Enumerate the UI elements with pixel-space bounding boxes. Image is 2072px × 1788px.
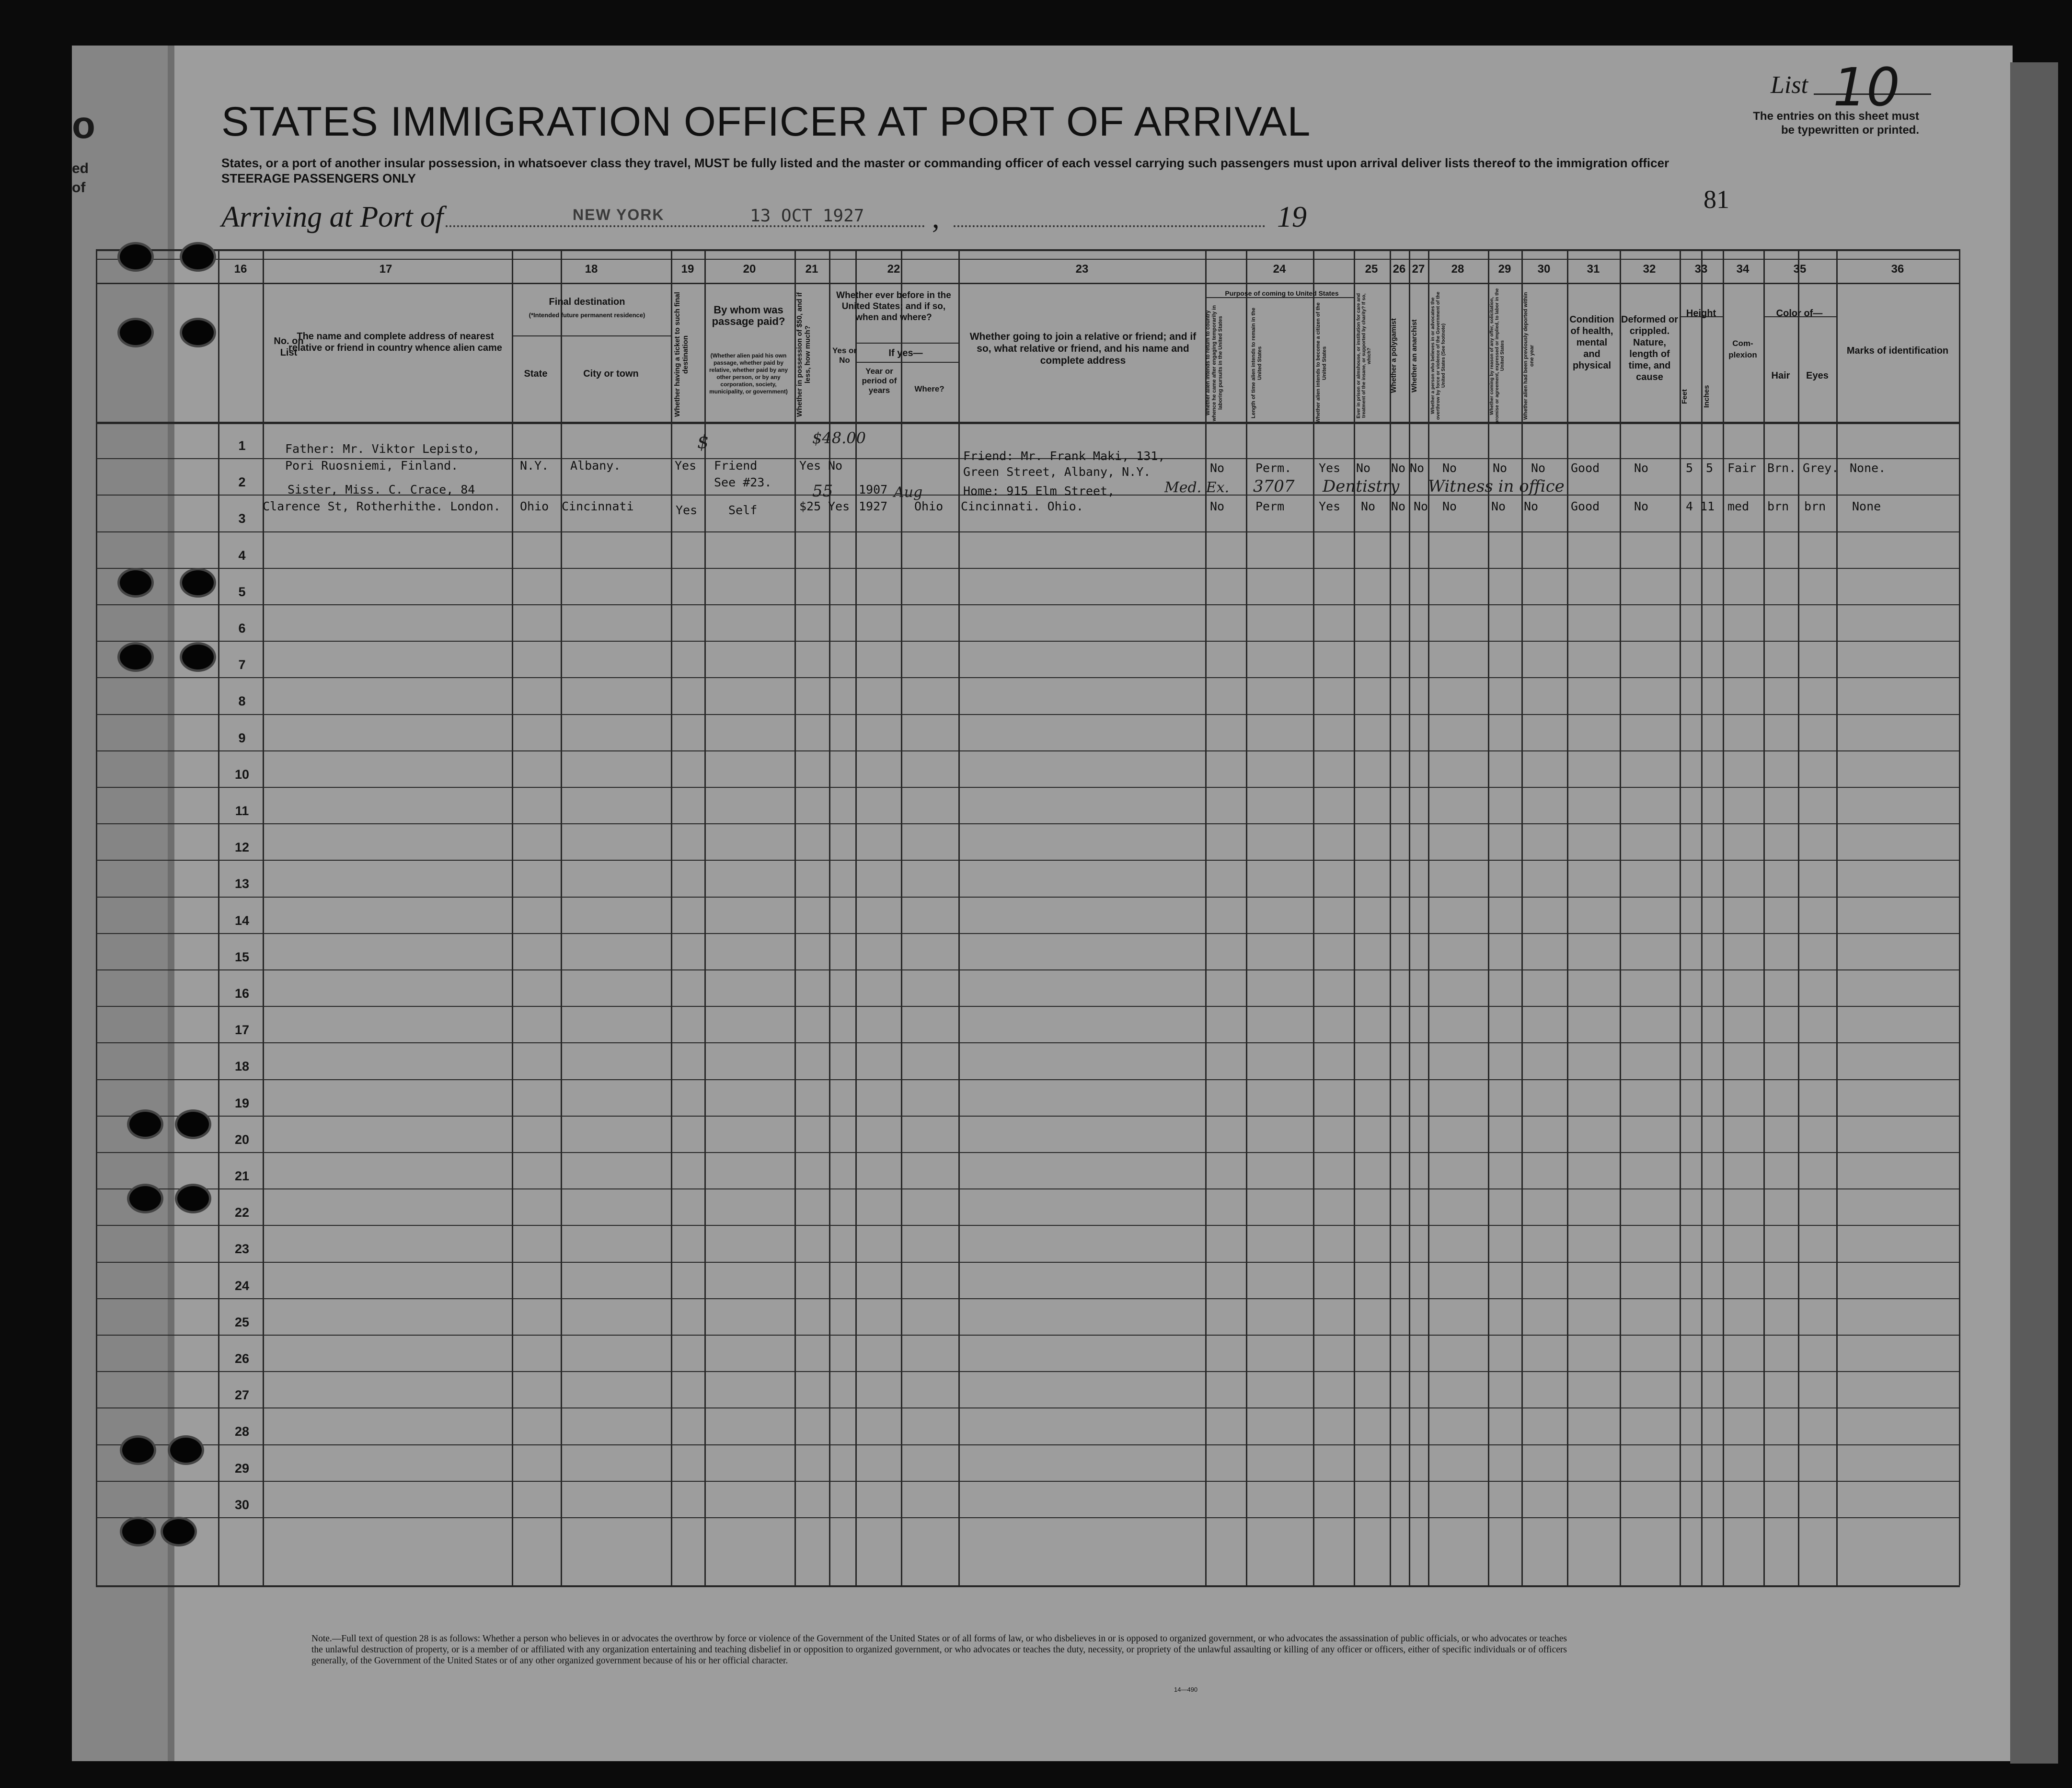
row1-ticket: Yes (675, 459, 697, 473)
row2-offer: No (1491, 499, 1506, 513)
binding-hole (182, 570, 214, 595)
row1-citizen: Yes (1319, 461, 1341, 475)
binding-hole (122, 1519, 154, 1544)
header-anarchist: Whether an anarchist (1410, 319, 1418, 392)
grid-column-line (1567, 249, 1568, 1585)
list-number: 10 (1833, 57, 1900, 118)
grid-column-line (1488, 249, 1489, 1585)
header-ticket: Whether having a ticket to such final destination (673, 292, 690, 417)
header-passage-paid-note: (Whether alien paid his own passage, whether paid by relative, whether paid by any other person, or by any corporation, society, municipality, or government) (709, 352, 788, 395)
binding-hole (177, 1112, 209, 1137)
row1-paid: Friend (714, 459, 758, 473)
grid-subheader-line (512, 335, 671, 336)
document-sheet (72, 46, 2013, 1761)
header-passage-paid: By whom was passage paid? (712, 304, 785, 327)
column-number: 36 (1891, 263, 1904, 276)
column-number: 25 (1365, 263, 1378, 276)
row2-citizen: Yes (1319, 499, 1341, 513)
row2-anarchist: No (1414, 499, 1428, 513)
header-color-of: Color of— (1776, 308, 1823, 319)
column-number: 20 (743, 263, 756, 276)
binding-hole (122, 1438, 154, 1463)
column-number: 21 (805, 263, 818, 276)
row-number: 30 (234, 1498, 250, 1512)
binding-hole (182, 645, 214, 669)
row-number: 11 (235, 804, 249, 818)
binding-hole (129, 1186, 161, 1211)
column-number: 27 (1412, 263, 1425, 276)
row-number: 26 (234, 1351, 250, 1366)
row2-year2: 1927 (859, 499, 888, 513)
column-number: 33 (1694, 263, 1708, 276)
header-overthrow: Whether a person who believes in or advocates the overthrow by force or violence of the Government of the United States (See footnote) (1430, 291, 1446, 420)
row-number: 19 (234, 1096, 250, 1110)
row-number: 6 (238, 621, 246, 635)
column-number: 22 (887, 263, 900, 276)
header-final-destination-note: (*Intended future permanent residence) (529, 311, 645, 319)
header-city: City or town (583, 369, 639, 379)
header-if-yes: If yes— (888, 348, 923, 358)
grid-column-line (1428, 249, 1429, 1585)
book-edge (2010, 62, 2058, 1764)
form-number: 14—490 (1174, 1686, 1198, 1693)
grid-column-line (1313, 249, 1314, 1585)
grid-column-line (901, 249, 902, 1585)
grid-column-line (1680, 249, 1681, 1585)
row1-deformed: No (1634, 461, 1649, 475)
row1-stay: Perm. (1255, 461, 1292, 475)
entries-note-line: The entries on this sheet must (1753, 110, 1919, 123)
row2-state: Ohio (520, 499, 549, 513)
row2-hair: brn (1767, 499, 1789, 513)
header-polygamist: Whether a polygamist (1390, 318, 1398, 393)
header-purpose-stay: Length of time alien intends to remain in the United States (1251, 307, 1263, 419)
binding-hole (120, 320, 151, 345)
row1-eyes: Grey. (1803, 461, 1839, 475)
row-number: 15 (234, 950, 250, 964)
column-number: 32 (1643, 263, 1656, 276)
row-number: 10 (234, 767, 250, 782)
row1-prison: No (1356, 461, 1371, 475)
row2-where: Ohio (914, 499, 944, 513)
row1-money: Yes (799, 459, 821, 473)
handwritten-amount: $48.00 (812, 429, 866, 447)
header-year: Year or period of years (862, 367, 897, 395)
header-eyes: Eyes (1806, 370, 1829, 381)
row1-deported: No (1531, 461, 1546, 475)
grid-column-line (1620, 249, 1621, 1585)
row2-eyes: brn (1804, 499, 1826, 513)
row1-join-line1: Friend: Mr. Frank Maki, 131, (963, 449, 1165, 463)
column-number: 23 (1075, 263, 1089, 276)
header-relative-address: The name and complete address of nearest relative or friend in country whence alien came (288, 331, 502, 353)
column-number: 28 (1451, 263, 1464, 276)
left-page-fragment: o (72, 104, 95, 146)
column-number: 30 (1537, 263, 1551, 276)
row1-city: Albany. (570, 459, 621, 473)
date-stamp: 13 OCT 1927 (750, 206, 864, 226)
column-number: 34 (1736, 263, 1750, 276)
row2-feet: 4 (1686, 499, 1693, 513)
row2-year: 1907 (859, 483, 888, 496)
row-number: 23 (234, 1242, 250, 1256)
column-number: 26 (1393, 263, 1406, 276)
list-label: List (1771, 71, 1808, 99)
header-state: State (524, 369, 548, 379)
row-number: 21 (234, 1169, 250, 1183)
header-joining: Whether going to join a relative or friend; and if so, what relative or friend, and his name and complete address (969, 331, 1197, 366)
header-purpose-citizen: Whether alien intends to become a citizen of the United States (1315, 302, 1327, 424)
grid-column-line (1205, 249, 1207, 1585)
row2-paid: Self (728, 503, 758, 517)
row1-before: No (828, 459, 843, 473)
row-number: 20 (234, 1132, 250, 1147)
row1-feet: 5 (1686, 461, 1693, 475)
row-number: 8 (238, 694, 246, 708)
column-number: 31 (1587, 263, 1600, 276)
entries-note (1727, 109, 1919, 137)
grid-column-line (1763, 249, 1765, 1585)
binding-hole (129, 1112, 161, 1137)
header-purpose-return: Whether alien intends to return to country whence he came after engaging temporarily in laboring pursuits in the United States (1205, 305, 1223, 421)
header-condition: Condition of health, mental and physical (1569, 314, 1614, 371)
row1-offer: No (1493, 461, 1508, 475)
row-number: 27 (234, 1388, 250, 1402)
row1-polygamist: No (1391, 461, 1406, 475)
header-deformed: Deformed or crippled. Nature, length of time, and cause (1621, 314, 1678, 382)
row-number: 13 (234, 877, 250, 891)
header-complexion: Com- plexion (1728, 339, 1757, 359)
grid-column-line (1798, 249, 1799, 1585)
grid-column-line (1390, 249, 1391, 1585)
date-dotted-line (954, 225, 1265, 227)
header-prison: Ever in prison or almshouse, or institution for care and treatment of the insane, or supported by charity? If so, which? (1356, 293, 1372, 419)
grid-column-line (1836, 249, 1838, 1585)
row2-join-line2: Cincinnati. Ohio. (961, 499, 1083, 513)
row2-money: $25 (799, 499, 821, 513)
year-prefix: 19 (1277, 201, 1307, 233)
row2-health: Good (1571, 499, 1600, 513)
page-title: STATES IMMIGRATION OFFICER AT PORT OF ARRIVAL (221, 99, 1311, 145)
row2-complexion: med (1727, 499, 1750, 513)
row2-join-line1: Home: 915 Elm Street, (963, 484, 1115, 498)
handwritten-note: Witness in office (1428, 477, 1565, 496)
grid-column-line (958, 249, 960, 1585)
grid-column-line (1246, 249, 1247, 1585)
column-number: 18 (585, 263, 598, 276)
handwritten-note: Med. Ex. (1164, 479, 1230, 496)
grid-column-line (1701, 249, 1703, 1585)
row1-state: N.Y. (520, 459, 549, 473)
grid-column-line (1723, 249, 1724, 1585)
handwritten-number: 3707 (1253, 477, 1295, 496)
row2-deformed: No (1634, 499, 1649, 513)
binding-hole (182, 320, 214, 345)
row1-paid-note: See #23. (714, 475, 772, 489)
header-final-destination: Final destination (549, 297, 625, 307)
column-number: 29 (1498, 263, 1511, 276)
grid-column-line (1354, 249, 1355, 1585)
binding-hole (170, 1438, 202, 1463)
row-number: 18 (234, 1059, 250, 1073)
row-number: 4 (238, 548, 246, 563)
handwritten-amount: 55 (812, 482, 833, 501)
date-comma: , (932, 202, 940, 234)
grid-column-line (96, 249, 97, 1585)
column-number: 19 (681, 263, 694, 276)
row1-return: No (1210, 461, 1225, 475)
row-number: 14 (234, 913, 250, 928)
binding-hole (120, 645, 151, 669)
handwritten-dollar: $ (697, 431, 709, 452)
port-stamp: NEW YORK (573, 206, 665, 223)
grid-column-line (855, 249, 857, 1585)
row2-relative-line1: Sister, Miss. C. Crace, 84 (288, 483, 475, 496)
row2-prison: No (1361, 499, 1376, 513)
grid-column-line (1409, 249, 1410, 1585)
row2-before: Yes (828, 499, 850, 513)
row1-marks: None. (1850, 461, 1886, 475)
column-number: 17 (379, 263, 392, 276)
grid-column-line (512, 249, 513, 1585)
entries-note-line: be typewritten or printed. (1781, 124, 1919, 137)
column-number: 35 (1793, 263, 1807, 276)
binding-hole (120, 244, 151, 269)
grid-subheader-line (855, 343, 958, 344)
binding-hole (163, 1519, 195, 1544)
row-number: 5 (238, 585, 246, 599)
row-number: 22 (234, 1205, 250, 1220)
row-number: 12 (234, 840, 250, 854)
arriving-label: Arriving at Port of (221, 201, 444, 233)
row1-join-line2: Green Street, Albany, N.Y. (963, 465, 1151, 479)
grid-column-line (1521, 249, 1523, 1585)
row1-relative-line1: Father: Mr. Viktor Lepisto, (285, 442, 480, 456)
left-page-fragment: ed (72, 161, 89, 176)
row-number: 29 (234, 1461, 250, 1476)
row2-stay: Perm (1255, 499, 1285, 513)
row-number: 1 (238, 438, 246, 453)
header-marks: Marks of identification (1846, 346, 1949, 356)
page-fold (168, 46, 174, 1761)
row2-city: Cincinnati (562, 499, 634, 513)
grid-column-line (1959, 249, 1960, 1585)
row-number: 17 (234, 1023, 250, 1037)
row-number: 7 (238, 658, 246, 672)
binding-hole (177, 1186, 209, 1211)
row1-complexion: Fair (1727, 461, 1757, 475)
grid-column-line (794, 249, 796, 1585)
binding-hole (182, 244, 214, 269)
row-number: 28 (234, 1424, 250, 1439)
row2-deported: No (1524, 499, 1539, 513)
header-feet: Feet (1681, 389, 1689, 404)
row2-overthrow: No (1442, 499, 1457, 513)
row1-relative-line2: Pori Ruosniemi, Finland. (285, 459, 459, 473)
row-number: 3 (238, 511, 246, 526)
left-page-fragment: of (72, 180, 86, 196)
row2-marks: None (1852, 499, 1881, 513)
column-number: 16 (234, 263, 247, 276)
row1-overthrow: No (1442, 461, 1457, 475)
row1-health: Good (1571, 461, 1600, 475)
header-money: Whether in possession of $50, and if less, how much? (795, 292, 812, 417)
grid-column-line (829, 249, 830, 1585)
footnote-question-28: Note.—Full text of question 28 is as follows: Whether a person who believes in or advocates the overthrow by force or violence of the Government of the United States or of all forms of law, or who disbelieves in or is opposed to organized government, or who advocates the assassination of public officials, or who advocates or teaches the unlawful destruction of property, or is a member of or affiliated with any organization entertaining and teaching disbelief in or opposition to organized government, or who advocates or teaches the duty, necessity, or propriety of the unlawful assaulting or killing of any officer or officers, either of specific individuals or of officers generally, of the Government of the United States or of any other organized government because of his or her official character. (311, 1634, 1567, 1666)
grid-subheader-line (855, 362, 958, 363)
grid-column-line (671, 249, 672, 1585)
header-where: Where? (914, 384, 944, 393)
header-offer-labor: Whether coming by reason of any offer, solicitation, promise or agreement, expressed or implied, to labor in the United States (1489, 288, 1505, 424)
header-before-in-us: Whether ever before in the United States; and if so, when and where? (836, 290, 951, 323)
header-purpose: Purpose of coming to United States (1225, 289, 1339, 297)
grid-column-line (561, 249, 562, 1585)
grid-bottom-border (96, 1585, 1960, 1587)
header-hair: Hair (1771, 370, 1790, 381)
header-inches: Inches (1703, 385, 1711, 408)
header-yes-no: Yes or No (832, 346, 857, 365)
row-number: 9 (238, 731, 246, 745)
previous-page-strip (72, 46, 173, 1761)
row2-inches: 11 (1700, 499, 1715, 513)
row1-inches: 5 (1706, 461, 1714, 475)
row-number: 2 (238, 475, 246, 489)
row1-anarchist: No (1410, 461, 1425, 475)
binding-hole (120, 570, 151, 595)
row-number: 25 (234, 1315, 250, 1329)
header-no-on-list: No. on List (274, 336, 304, 358)
column-number: 24 (1273, 263, 1286, 276)
row2-ticket: Yes (676, 503, 698, 517)
header-height: Height (1686, 308, 1716, 319)
row1-hair: Brn. (1767, 461, 1796, 475)
handwritten-note: Dentistry (1323, 477, 1400, 496)
row2-polygamist: No (1391, 499, 1406, 513)
page-subtitle: States, or a port of another insular possession, in whatsoever class they travel, MUST be fully listed and the master or commanding officer of each vessel carrying such passengers must upon arrival deliver lists thereof to the immigration officer (221, 156, 1669, 170)
steerage-label: STEERAGE PASSENGERS ONLY (221, 171, 416, 185)
row-number: 16 (234, 986, 250, 1001)
handwritten-month: Aug (894, 484, 923, 501)
sheet-number: 81 (1704, 185, 1729, 214)
row2-return: No (1210, 499, 1225, 513)
row2-relative-line2: Clarence St, Rotherhithe. London. (263, 499, 501, 513)
header-deported: Whether alien had been previously deported within one year (1523, 292, 1535, 420)
row-number: 24 (234, 1279, 250, 1293)
